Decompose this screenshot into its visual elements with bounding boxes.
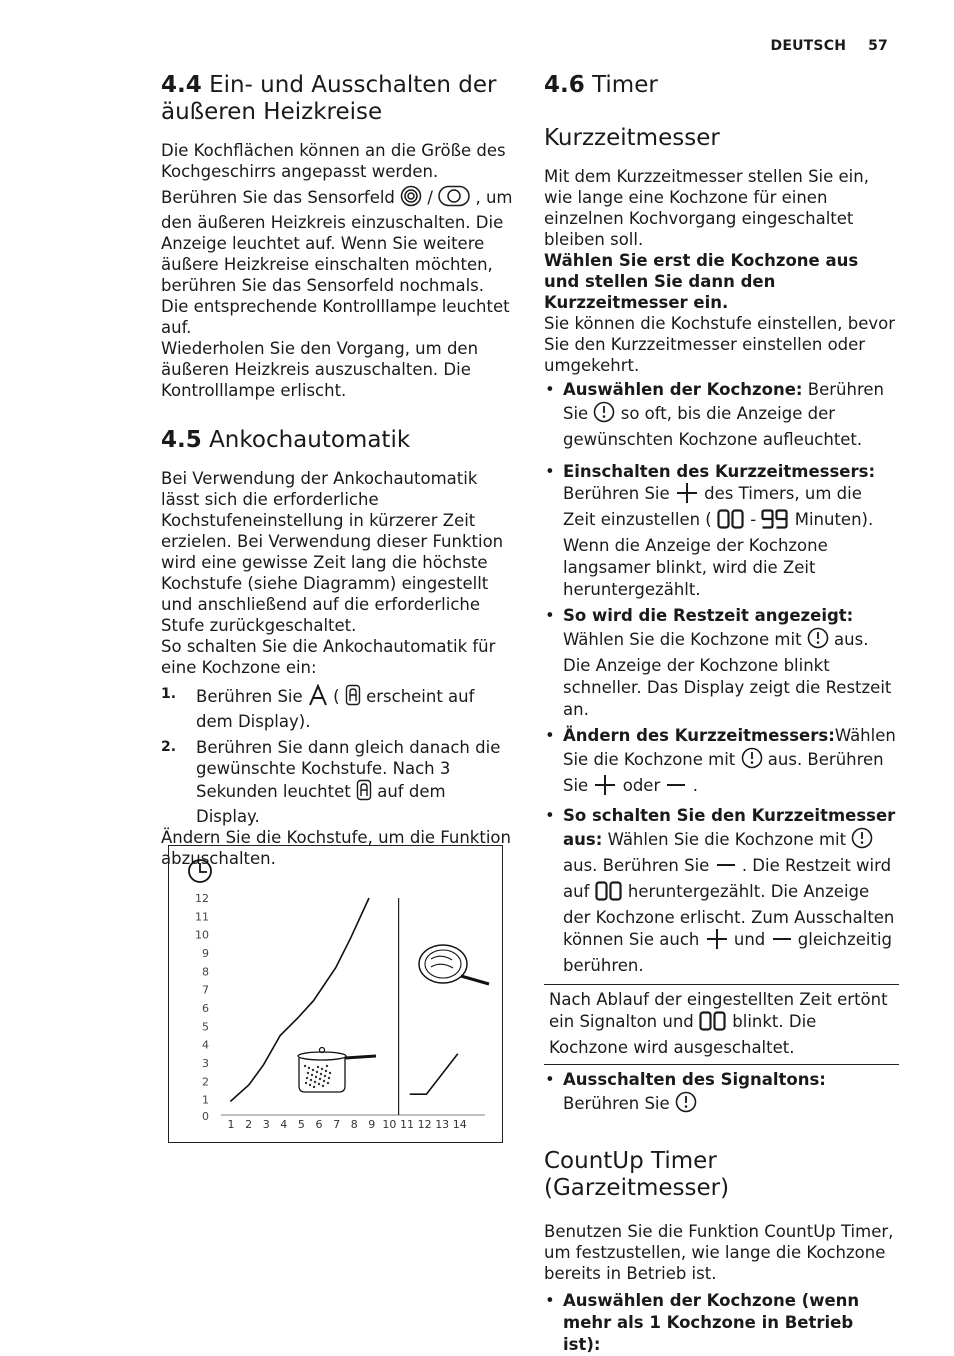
bullet-text: Berühren Sie xyxy=(563,484,670,503)
bullet-text: aus. Berühren Sie xyxy=(563,856,710,875)
section-number: 4.4 xyxy=(161,72,202,98)
y-tick-label: 3 xyxy=(202,1057,209,1070)
x-tick-label: 11 xyxy=(400,1118,414,1131)
plus-icon xyxy=(705,929,729,955)
bullet-signal-off xyxy=(544,1069,896,1119)
bullet-stop-timer xyxy=(544,805,896,977)
step-number: 1. xyxy=(161,686,177,702)
s44-p2-comma: , xyxy=(475,188,481,207)
countup-heading: CountUp Timer (Garzeitmesser) xyxy=(544,1148,730,1201)
x-tick-label: 6 xyxy=(315,1118,323,1131)
plus-icon xyxy=(593,775,617,801)
pan-icon xyxy=(419,945,489,984)
section-title: Ankochautomatik xyxy=(209,427,411,453)
kurzzeitmesser-heading: Kurzzeitmesser xyxy=(544,125,720,151)
section-title: Timer xyxy=(592,72,658,98)
bullet-label: So wird die Restzeit angezeigt: xyxy=(563,606,854,625)
outer-circuit-oval-icon xyxy=(438,185,470,212)
s44-p2-text-c: um den äußeren Heizkreis einzuschalten. Die Anzeige leuchtet auf. Wenn Sie weitere äußere Heizkreise einschalten möchten, berühren Sie das Sensorfeld nochmals. Die entsprechende Kontrolllampe leuchtet auf. xyxy=(161,188,513,337)
bullet-label: Ändern des Kurzzeitmessers: xyxy=(563,726,835,745)
display-a-icon xyxy=(345,684,361,711)
bullet-text: Berühren Sie xyxy=(563,380,884,423)
timer-end-note xyxy=(544,984,899,1065)
plus-icon xyxy=(675,483,699,509)
bullet-select-zone xyxy=(544,379,896,451)
bullet-start-timer xyxy=(544,461,896,601)
x-tick-label: 14 xyxy=(452,1118,467,1131)
bullet-text: . xyxy=(692,776,698,795)
bullet-label: Auswählen der Kochzone (wenn mehr als 1 Kochzone in Betrieb ist): xyxy=(563,1291,860,1354)
section-title: Ein- und Ausschalten der äußeren Heizkreise xyxy=(161,72,497,125)
bullet-text: aus. Die Anzeige der Kochzone blinkt schneller. Das Display zeigt die Restzeit an. xyxy=(563,630,892,719)
x-tick-label: 13 xyxy=(435,1118,450,1131)
step-2-text-b: auf dem Display. xyxy=(196,782,446,826)
x-tick-label: 10 xyxy=(382,1118,397,1131)
range-dash: - xyxy=(750,510,757,529)
minus-icon xyxy=(665,775,687,801)
x-tick-label: 4 xyxy=(280,1118,288,1131)
bullet-text: des Timers, um die Zeit einzustellen ( xyxy=(563,484,862,529)
x-tick-label: 8 xyxy=(350,1118,358,1131)
bullet-text: gleichzeitig berühren. xyxy=(563,930,893,975)
s45-steps xyxy=(161,684,513,827)
step-1-paren: ( xyxy=(333,687,340,706)
step-1-text-c: erscheint auf dem Display). xyxy=(196,687,475,731)
timer-clock-icon xyxy=(741,747,763,775)
display-00-icon xyxy=(717,509,745,535)
bullet-show-remaining xyxy=(544,605,896,721)
timer-clock-icon xyxy=(675,1091,697,1119)
y-tick-label: 12 xyxy=(195,892,209,905)
y-tick-label: 8 xyxy=(202,965,209,979)
display-00-icon xyxy=(699,1011,727,1037)
timer-bullets xyxy=(544,379,896,977)
section-4-6-heading xyxy=(544,72,896,99)
bullet-text: Wählen Sie die Kochzone mit xyxy=(563,630,802,649)
s44-paragraph-2 xyxy=(161,185,513,338)
page-number: 57 xyxy=(868,38,888,54)
y-tick-label: 0 xyxy=(202,1110,209,1123)
bullet-text: und xyxy=(733,930,766,949)
countup-bullets xyxy=(544,1290,896,1356)
signal-bullets xyxy=(544,1069,896,1119)
left-column xyxy=(161,68,513,869)
auto-heat-up-a-icon xyxy=(308,684,328,711)
s44-p2-separator: / xyxy=(427,188,433,207)
step-1-text-a: Berühren Sie xyxy=(196,687,303,706)
x-tick-label: 5 xyxy=(297,1118,305,1131)
outer-circuit-double-ring-icon xyxy=(400,185,422,212)
clock-icon xyxy=(189,860,211,882)
auto-heat-up-diagram xyxy=(168,845,503,1143)
display-99-icon xyxy=(761,509,789,535)
x-tick-label: 9 xyxy=(368,1118,376,1131)
s45-paragraph-1: Bei Verwendung der Ankochautomatik lässt sich die erforderliche Kochstufeneinstellung in kürzerer Zeit erzielen. Bei Verwendung dieser Funktion wird eine gewisse Zeit lang die höchste Kochstufe (siehe Diagramm) eingestellt und anschließend auf die erforderliche Stufe zurückgeschaltet. xyxy=(161,469,504,635)
y-tick-label: 10 xyxy=(195,928,209,942)
y-tick-label: 7 xyxy=(202,983,209,997)
bullet-text: Wählen Sie die Kochzone mit xyxy=(607,830,847,849)
s46-bold-note: Wählen Sie erst die Kochzone aus und stellen Sie dann den Kurzzeitmesser ein. xyxy=(544,251,859,312)
section-label: DEUTSCH xyxy=(770,38,847,54)
bullet-label: Ausschalten des Signaltons: xyxy=(563,1070,826,1089)
s45-paragraph-3: Ändern Sie die Kochstufe, um die Funktion abzuschalten. xyxy=(161,828,511,868)
minus-icon xyxy=(715,855,737,881)
chart-svg xyxy=(169,846,502,1142)
bullet-label: So schalten Sie den Kurzzeitmesser aus: xyxy=(563,806,896,849)
s45-paragraph-2: So schalten Sie die Ankochautomatik für eine Kochzone ein: xyxy=(161,637,496,677)
note-text: Nach Ablauf der eingestellten Zeit ertönt ein Signalton und xyxy=(549,990,888,1031)
y-tick-label: 1 xyxy=(202,1093,209,1107)
y-tick-label: 5 xyxy=(202,1020,209,1034)
page-header xyxy=(771,38,888,54)
step-number: 2. xyxy=(161,739,177,755)
minus-icon xyxy=(771,929,793,955)
x-tick-label: 7 xyxy=(333,1118,341,1131)
step-2 xyxy=(161,737,513,827)
bullet-countup-select xyxy=(544,1290,896,1356)
bullet-text: oder xyxy=(622,776,661,795)
y-tick-label: 2 xyxy=(202,1075,209,1089)
bullet-change-timer xyxy=(544,725,896,801)
countup-paragraph: Benutzen Sie die Funktion CountUp Timer, um festzustellen, wie lange die Kochzone bereits in Betrieb ist. xyxy=(544,1222,894,1283)
s46-paragraph-3: Sie können die Kochstufe einstellen, bevor Sie den Kurzzeitmesser einstellen oder umgekehrt. xyxy=(544,314,896,375)
x-tick-label: 2 xyxy=(245,1118,253,1131)
note-text: blinkt. Die Kochzone wird ausgeschaltet. xyxy=(549,1012,817,1057)
display-a-icon xyxy=(356,779,372,806)
y-tick-label: 9 xyxy=(202,947,209,960)
s46-paragraph-2 xyxy=(544,250,896,313)
series-line-2 xyxy=(410,1054,458,1094)
s44-p2-text-a: Berühren Sie das Sensorfeld xyxy=(161,188,395,207)
x-tick-label: 3 xyxy=(262,1118,270,1131)
s44-paragraph-3: Wiederholen Sie den Vorgang, um den äußeren Heizkreis auszuschalten. Die Kontrolllampe erlischt. xyxy=(161,339,479,400)
y-tick-label: 6 xyxy=(202,1002,209,1015)
pot-icon xyxy=(298,1048,376,1093)
timer-clock-icon xyxy=(851,827,873,855)
section-4-4-heading xyxy=(161,72,513,126)
bullet-text: so oft, bis die Anzeige der gewünschten Kochzone aufleuchtet. xyxy=(563,404,863,449)
s46-paragraph-1: Mit dem Kurzzeitmesser stellen Sie ein, wie lange eine Kochzone für einen einzelnen Kochvorgang eingeschaltet bleiben soll. xyxy=(544,167,869,249)
s44-paragraph-1: Die Kochflächen können an die Größe des Kochgeschirrs angepasst werden. xyxy=(161,141,506,181)
bullet-text: . Die Restzeit wird auf xyxy=(563,856,892,901)
bullet-text: Berühren Sie xyxy=(563,1094,670,1113)
step-2-text-a: Berühren Sie dann gleich danach die gewünschte Kochstufe. Nach 3 Sekunden leuchtet xyxy=(196,738,501,801)
section-number: 4.5 xyxy=(161,427,202,453)
bullet-label: Auswählen der Kochzone: xyxy=(563,380,803,399)
x-tick-label: 12 xyxy=(417,1118,432,1131)
right-column xyxy=(544,68,896,1356)
step-1 xyxy=(161,684,513,732)
bullet-text: Minuten). Wenn die Anzeige der Kochzone langsamer blinkt, wird die Zeit heruntergezählt. xyxy=(563,510,874,599)
section-4-5-heading xyxy=(161,427,513,454)
timer-clock-icon xyxy=(807,627,829,655)
display-00-icon xyxy=(595,881,623,907)
y-tick-label: 11 xyxy=(195,910,209,924)
bullet-label: Einschalten des Kurzzeitmessers: xyxy=(563,462,876,481)
timer-clock-icon xyxy=(593,401,615,429)
bullet-text: heruntergezählt. Die Anzeige der Kochzone erlischt. Zum Ausschalten können Sie auch xyxy=(563,882,895,949)
x-tick-label: 1 xyxy=(227,1118,235,1131)
y-tick-label: 4 xyxy=(202,1038,209,1052)
bullet-text: aus. Berühren Sie xyxy=(563,750,884,795)
bullet-text: Wählen Sie die Kochzone mit xyxy=(563,726,896,769)
section-number: 4.6 xyxy=(544,72,585,98)
